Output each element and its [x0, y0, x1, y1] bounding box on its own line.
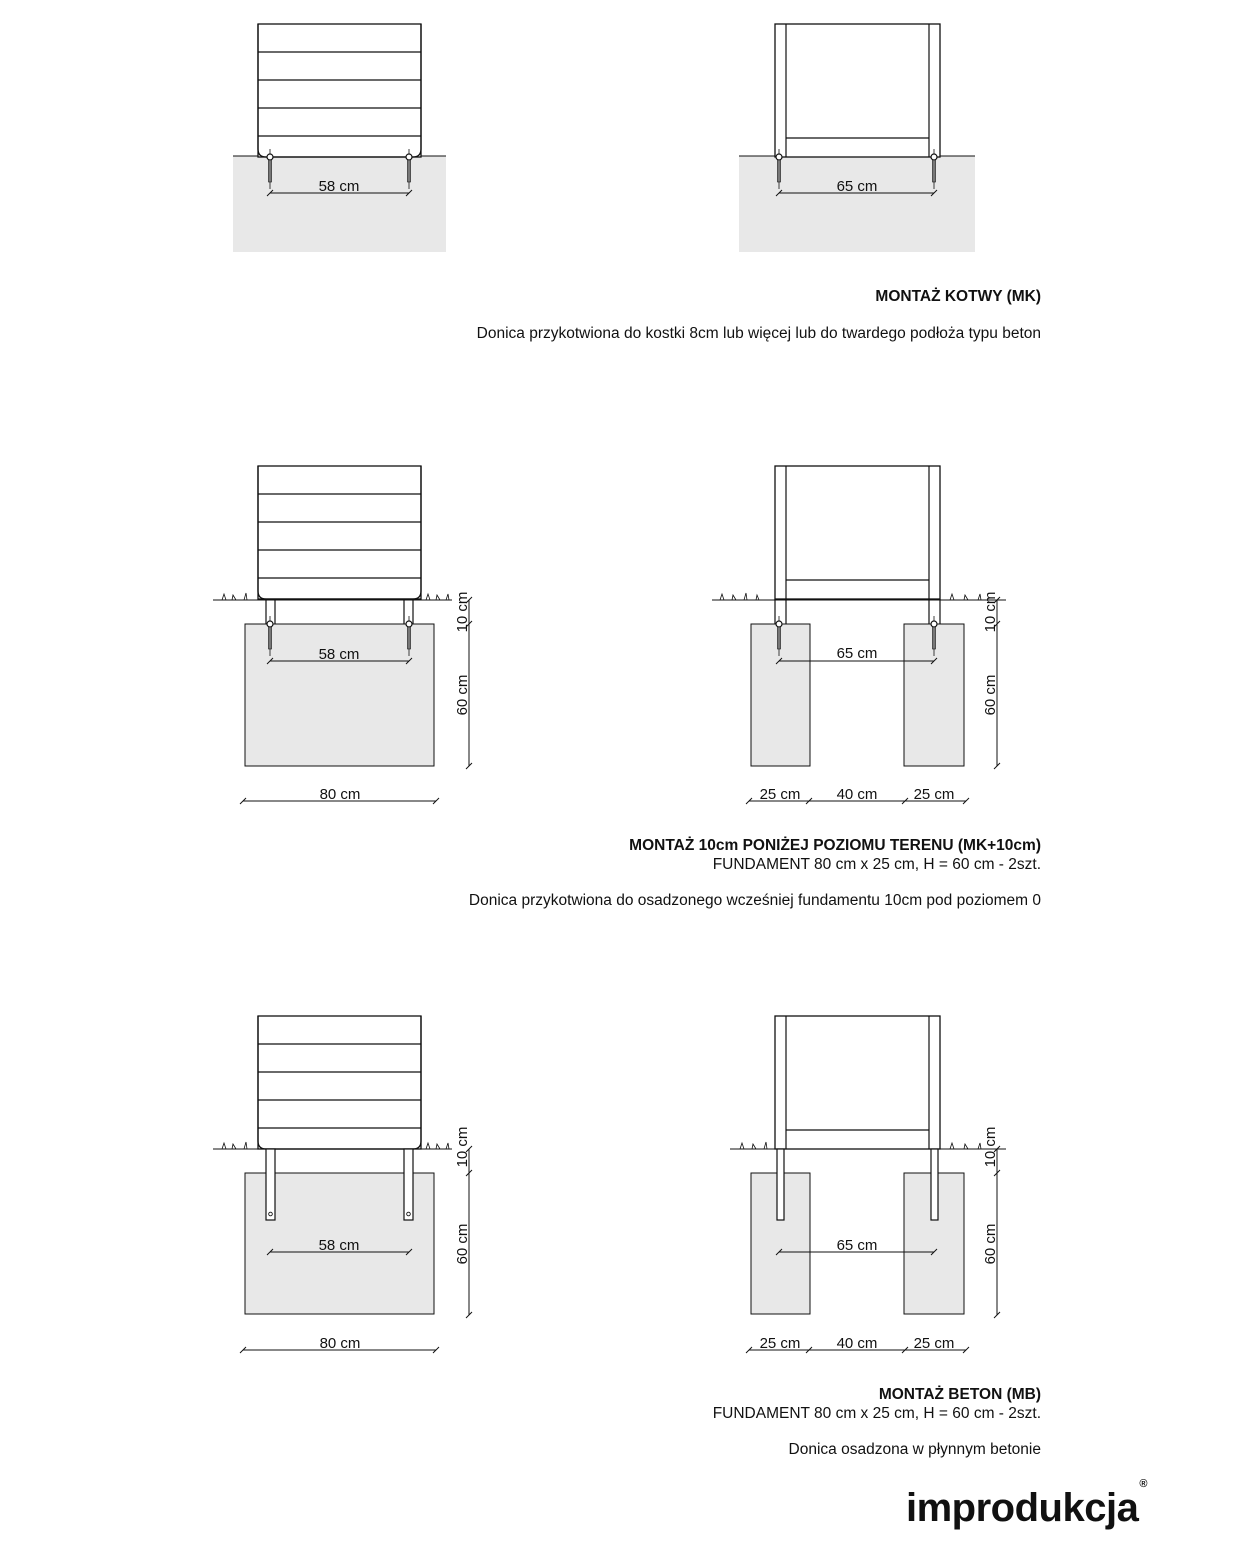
planter-side-view [258, 1016, 421, 1149]
mk10-left-drawing [213, 466, 472, 804]
planter-front-view [775, 24, 940, 157]
dimension-40cm: 40 cm [836, 786, 878, 803]
dimension-80cm: 80 cm [319, 786, 361, 803]
mk10-right-drawing [712, 466, 1006, 804]
caption-title: MONTAŻ 10cm PONIŻEJ POZIOMU TERENU (MK+10cm) [629, 837, 1041, 854]
dimension-80cm: 80 cm [319, 1335, 361, 1352]
dimension-60cm: 60 cm [454, 674, 471, 716]
planter-side-view [258, 466, 421, 599]
dimension-58cm: 58 cm [318, 646, 360, 663]
dimension-10cm: 10 cm [454, 1126, 471, 1168]
dimension-25cm-right: 25 cm [913, 786, 955, 803]
dimension-40cm: 40 cm [836, 1335, 878, 1352]
brand-logo [906, 1477, 1147, 1531]
planter-front-view [775, 1016, 940, 1149]
caption-subtitle: FUNDAMENT 80 cm x 25 cm, H = 60 cm - 2szt. [712, 1405, 1041, 1422]
embedded-leg-left [266, 1149, 275, 1220]
caption-description: Donica osadzona w płynnym betonie [788, 1441, 1041, 1458]
dimension-25cm-right: 25 cm [913, 1335, 955, 1352]
mb-left-drawing [213, 1016, 472, 1353]
dimension-60cm: 60 cm [982, 1223, 999, 1265]
dimension-65cm: 65 cm [836, 178, 878, 195]
caption-description: Donica przykotwiona do kostki 8cm lub więcej lub do twardego podłoża typu beton [476, 325, 1041, 342]
dimension-10cm: 10 cm [982, 591, 999, 633]
mk-right-drawing [739, 24, 975, 252]
caption-description: Donica przykotwiona do osadzonego wcześniej fundamentu 10cm pod poziomem 0 [468, 892, 1041, 909]
ground-surface [739, 156, 975, 252]
mk-left-drawing [233, 24, 446, 252]
embedded-leg-right [931, 1149, 938, 1220]
dimension-10cm: 10 cm [982, 1126, 999, 1168]
dimension-58cm: 58 cm [318, 178, 360, 195]
dimension-65cm: 65 cm [836, 1237, 878, 1254]
dimension-60cm: 60 cm [982, 674, 999, 716]
caption-mk [477, 287, 1041, 343]
dimension-58cm: 58 cm [318, 1237, 360, 1254]
dimension-25cm-left: 25 cm [759, 1335, 801, 1352]
registered-mark: ® [1139, 1477, 1147, 1490]
embedded-leg-left [777, 1149, 784, 1220]
ground-surface [233, 156, 446, 252]
caption-subtitle: FUNDAMENT 80 cm x 25 cm, H = 60 cm - 2szt. [712, 856, 1041, 873]
caption-title: MONTAŻ KOTWY (MK) [875, 288, 1041, 305]
dimension-25cm-left: 25 cm [759, 786, 801, 803]
embedded-leg-right [404, 1149, 413, 1220]
mb-right-drawing [730, 1016, 1006, 1353]
caption-mk10 [469, 836, 1041, 910]
caption-title: MONTAŻ BETON (MB) [878, 1386, 1041, 1403]
planter-front-view [775, 466, 940, 599]
caption-mb [713, 1385, 1041, 1459]
dimension-65cm: 65 cm [836, 645, 878, 662]
dimension-10cm: 10 cm [454, 591, 471, 633]
planter-side-view [258, 24, 421, 157]
logo-text: improdukcja [906, 1486, 1139, 1530]
dimension-60cm: 60 cm [454, 1223, 471, 1265]
